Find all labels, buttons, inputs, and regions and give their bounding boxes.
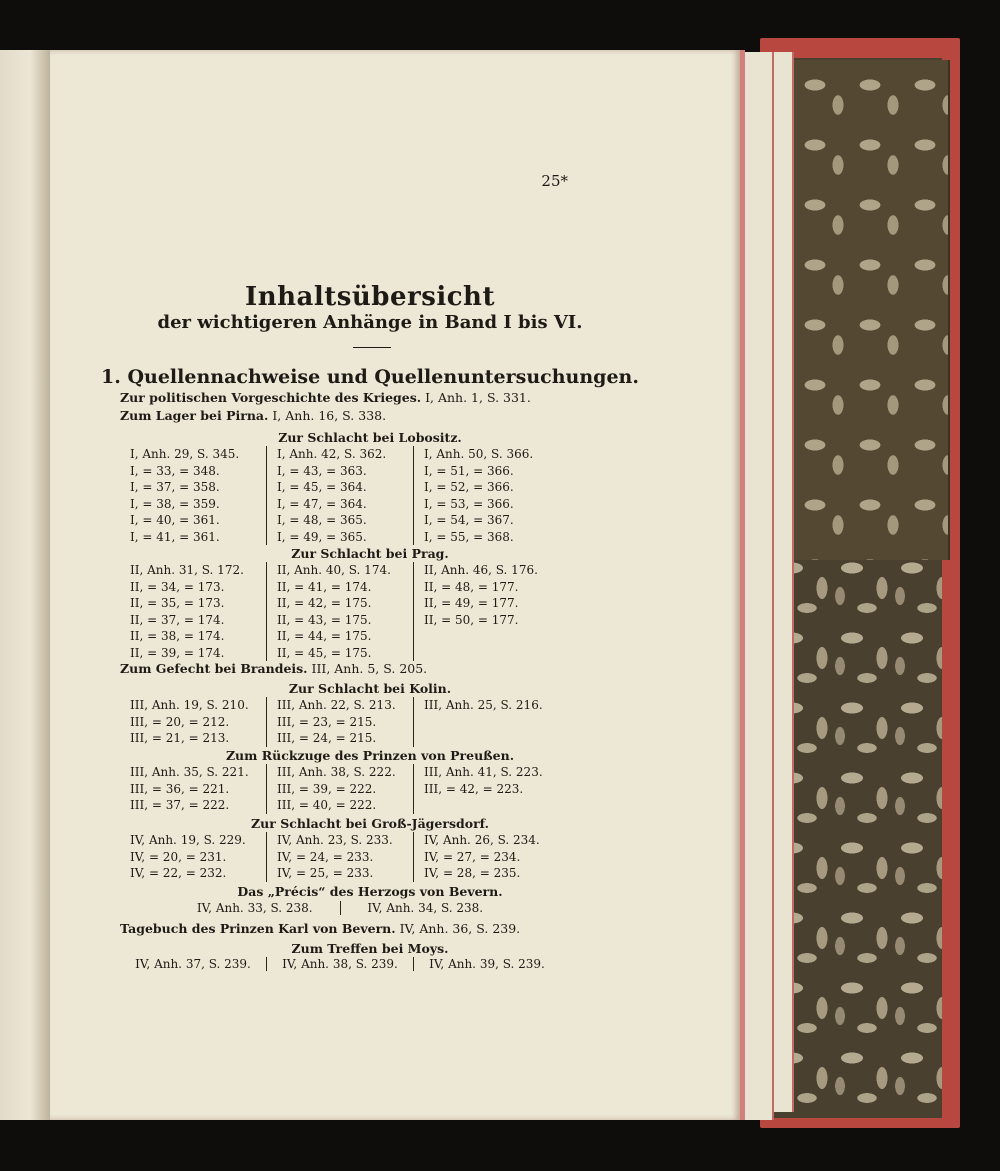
table-cell: II, = 43, = 175. bbox=[277, 612, 372, 627]
section-rueckzug: Zum Rückzuge des Prinzen von Preußen. bbox=[225, 748, 515, 763]
entry-reference: I, Anh. 16, S. 338. bbox=[268, 408, 387, 423]
entry-tagebuch-bevern bbox=[120, 921, 520, 936]
table-cell: II, Anh. 31, S. 172. bbox=[130, 563, 244, 577]
table-cell: I, = 43, = 363. bbox=[277, 463, 367, 478]
table-cell: I, = 51, = 366. bbox=[424, 463, 514, 478]
table-cell: I, = 41, = 361. bbox=[130, 529, 220, 544]
table-cell: I, Anh. 50, S. 366. bbox=[424, 447, 534, 461]
table-cell: I, = 48, = 365. bbox=[277, 513, 367, 527]
table-column bbox=[120, 697, 266, 747]
table-cell: I, = 47, = 364. bbox=[277, 496, 367, 511]
table-cell: II, = 35, = 173. bbox=[130, 596, 225, 610]
table-cell: III, = 42, = 223. bbox=[424, 781, 524, 796]
table-column bbox=[120, 446, 266, 545]
table-cell: I, = 55, = 368. bbox=[424, 529, 514, 544]
table-column bbox=[413, 562, 560, 661]
table-column bbox=[413, 832, 560, 882]
table-cell: I, = 49, = 365. bbox=[277, 529, 367, 544]
table-cell: III, = 21, = 213. bbox=[130, 731, 230, 745]
table-cell: II, = 39, = 174. bbox=[130, 645, 225, 660]
table-column bbox=[266, 446, 413, 545]
table-cell: I, Anh. 42, S. 362. bbox=[277, 447, 387, 461]
table-cell: IV, Anh. 19, S. 229. bbox=[130, 833, 246, 847]
entry-label: Zum Lager bei Pirna. bbox=[120, 408, 269, 423]
entry-politische-vorgeschichte bbox=[120, 390, 531, 405]
table-cell: III, Anh. 35, S. 221. bbox=[130, 765, 249, 779]
page-number: 25* bbox=[541, 172, 568, 190]
table-cell: IV, = 24, = 233. bbox=[277, 849, 374, 864]
table-column bbox=[120, 764, 266, 814]
table-cell: III, = 20, = 212. bbox=[130, 714, 230, 729]
table-column bbox=[266, 697, 413, 747]
entry-label: Tagebuch des Prinzen Karl von Bevern. bbox=[120, 921, 396, 936]
table-column bbox=[266, 562, 413, 661]
table-prag bbox=[120, 562, 560, 661]
table-cell: IV, Anh. 34, S. 238. bbox=[340, 901, 511, 915]
table-cell: IV, Anh. 39, S. 239. bbox=[413, 957, 560, 971]
divider bbox=[353, 347, 391, 348]
table-cell: I, = 52, = 366. bbox=[424, 480, 514, 494]
entry-reference: III, Anh. 5, S. 205. bbox=[307, 661, 428, 676]
table-cell: IV, Anh. 37, S. 239. bbox=[135, 957, 251, 971]
entry-label: Zum Gefecht bei Brandeis. bbox=[120, 661, 308, 676]
left-page-edge bbox=[0, 50, 51, 1120]
table-cell: I, = 37, = 358. bbox=[130, 480, 220, 494]
section-precis: Das „Précis“ des Herzogs von Bevern. bbox=[237, 884, 503, 899]
table-cell: III, Anh. 22, S. 213. bbox=[277, 698, 396, 712]
table-cell: I, Anh. 29, S. 345. bbox=[130, 447, 240, 461]
table-cell: II, = 38, = 174. bbox=[130, 629, 225, 643]
table-cell: IV, = 22, = 232. bbox=[130, 866, 227, 880]
entry-reference: IV, Anh. 36, S. 239. bbox=[395, 921, 521, 936]
section-grossjaegersdorf: Zur Schlacht bei Groß-Jägersdorf. bbox=[251, 816, 489, 831]
table-lobositz bbox=[120, 446, 560, 545]
table-cell: III, Anh. 19, S. 210. bbox=[130, 698, 249, 712]
table-precis bbox=[170, 901, 510, 915]
entry-gefecht-brandeis bbox=[120, 661, 427, 676]
entry-label: Zur politischen Vorgeschichte des Krieges. bbox=[120, 390, 422, 405]
table-cell: I, = 33, = 348. bbox=[130, 463, 220, 478]
page-title: Inhaltsübersicht bbox=[245, 282, 495, 312]
table-cell: III, Anh. 41, S. 223. bbox=[424, 765, 543, 779]
section-lobositz: Zur Schlacht bei Lobositz. bbox=[278, 430, 462, 445]
table-column bbox=[413, 764, 560, 814]
table-grossjaegersdorf bbox=[120, 832, 560, 882]
book-page bbox=[50, 50, 745, 1120]
table-cell: II, = 50, = 177. bbox=[424, 612, 519, 627]
table-moys bbox=[120, 957, 560, 971]
table-cell: II, Anh. 46, S. 176. bbox=[424, 563, 538, 577]
section-prag: Zur Schlacht bei Prag. bbox=[291, 546, 449, 561]
endpaper-flap bbox=[790, 60, 950, 560]
table-cell: IV, Anh. 33, S. 238. bbox=[196, 901, 313, 915]
entry-reference: I, Anh. 1, S. 331. bbox=[421, 390, 531, 405]
table-column bbox=[120, 832, 266, 882]
table-cell: IV, = 28, = 235. bbox=[424, 866, 521, 880]
entry-lager-pirna bbox=[120, 408, 386, 423]
table-cell: II, = 49, = 177. bbox=[424, 596, 519, 610]
table-cell: II, = 45, = 175. bbox=[277, 645, 372, 660]
table-cell: III, = 39, = 222. bbox=[277, 781, 377, 796]
table-column bbox=[413, 446, 560, 545]
table-cell: II, = 48, = 177. bbox=[424, 579, 519, 594]
table-cell: III, = 36, = 221. bbox=[130, 781, 230, 796]
table-cell: II, = 44, = 175. bbox=[277, 629, 372, 643]
table-cell: III, = 23, = 215. bbox=[277, 714, 377, 729]
table-column bbox=[120, 562, 266, 661]
table-cell: III, = 40, = 222. bbox=[277, 798, 377, 812]
table-cell: IV, = 25, = 233. bbox=[277, 866, 374, 880]
table-cell: I, = 38, = 359. bbox=[130, 496, 220, 511]
table-cell: II, = 42, = 175. bbox=[277, 596, 372, 610]
table-cell: II, = 34, = 173. bbox=[130, 579, 225, 594]
page-stack-edge bbox=[742, 52, 774, 1120]
table-column bbox=[266, 764, 413, 814]
table-cell: III, Anh. 38, S. 222. bbox=[277, 765, 396, 779]
table-cell: III, = 37, = 222. bbox=[130, 798, 230, 812]
table-kolin bbox=[120, 697, 560, 747]
table-cell: III, = 24, = 215. bbox=[277, 731, 377, 745]
table-cell: I, = 40, = 361. bbox=[130, 513, 220, 527]
table-cell: II, Anh. 40, S. 174. bbox=[277, 563, 391, 577]
table-cell: II, = 37, = 174. bbox=[130, 612, 225, 627]
table-cell: IV, Anh. 26, S. 234. bbox=[424, 833, 540, 847]
section-moys: Zum Treffen bei Moys. bbox=[291, 941, 449, 956]
table-cell: III, Anh. 25, S. 216. bbox=[424, 698, 543, 712]
section-heading: 1. Quellennachweise und Quellenuntersuchungen. bbox=[101, 366, 639, 388]
table-cell: IV, Anh. 23, S. 233. bbox=[277, 833, 393, 847]
table-cell: II, = 41, = 174. bbox=[277, 579, 372, 594]
table-cell: IV, = 20, = 231. bbox=[130, 849, 227, 864]
table-cell: I, = 54, = 367. bbox=[424, 513, 514, 527]
page-subtitle: der wichtigeren Anhänge in Band I bis VI. bbox=[157, 312, 583, 333]
table-cell: I, = 53, = 366. bbox=[424, 496, 514, 511]
section-kolin: Zur Schlacht bei Kolin. bbox=[288, 681, 452, 696]
table-cell: IV, = 27, = 234. bbox=[424, 849, 521, 864]
table-cell: I, = 45, = 364. bbox=[277, 480, 367, 494]
table-cell: IV, Anh. 38, S. 239. bbox=[266, 957, 413, 971]
table-rueckzug bbox=[120, 764, 560, 814]
table-column bbox=[266, 832, 413, 882]
table-column bbox=[413, 697, 560, 747]
